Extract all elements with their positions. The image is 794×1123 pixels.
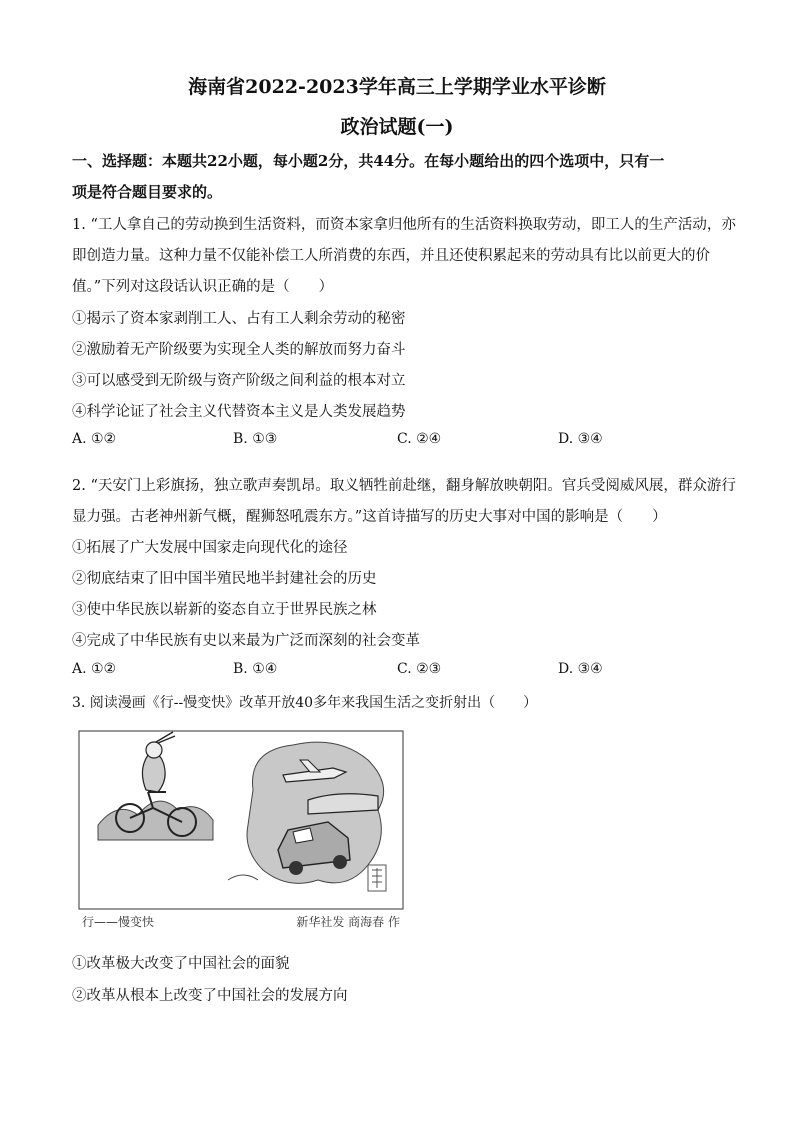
q2-stem-line2: 显力强。古老神州新气概，醒狮怒吼震东方。”这首诗描写的历史大事对中国的影响是（ ） (72, 509, 667, 525)
cartoon-caption-right: 新华社发 商海春 作 (296, 915, 400, 929)
q2-option-c: C. ②③ (397, 661, 442, 677)
cartoon-image (78, 730, 404, 930)
exam-title: 海南省2022-2023学年高三上学期学业水平诊断 (188, 76, 606, 98)
q1-statement-3: ③可以感受到无阶级与资产阶级之间利益的根本对立 (72, 373, 406, 389)
q1-option-a: A. ①② (72, 431, 117, 447)
q3-statement-2: ②改革从根本上改变了中国社会的发展方向 (72, 988, 348, 1004)
q1-stem-line2: 即创造力量。这种力量不仅能补偿工人所消费的东西，并且还使积累起来的劳动具有比以前更大的价 (72, 248, 710, 264)
q1-option-d: D. ③④ (558, 431, 603, 447)
q1-statement-4: ④科学论证了社会主义代替资本主义是人类发展趋势 (72, 404, 406, 420)
section-heading-line2: 项是符合题目要求的。 (72, 183, 223, 201)
q3-statement-1: ①改革极大改变了中国社会的面貌 (72, 956, 290, 972)
q3-stem: 3. 阅读漫画《行--慢变快》改革开放40多年来我国生活之变折射出（ ） (72, 695, 538, 711)
q1-statement-2: ②激励着无产阶级要为实现全人类的解放而努力奋斗 (72, 342, 406, 358)
q2-statement-4: ④完成了中华民族有史以来最为广泛而深刻的社会变革 (72, 633, 420, 649)
q1-stem-line3: 值。”下列对这段话认识正确的是（ ） (72, 279, 334, 295)
q2-option-a: A. ①② (72, 661, 117, 677)
exam-subtitle: 政治试题(一) (340, 116, 454, 138)
q2-option-b: B. ①④ (233, 661, 278, 677)
cartoon-caption-left: 行——慢变快 (82, 915, 155, 929)
q2-statement-3: ③使中华民族以崭新的姿态自立于世界民族之林 (72, 602, 377, 618)
q2-statement-2: ②彻底结束了旧中国半殖民地半封建社会的历史 (72, 571, 377, 587)
q1-statement-1: ①揭示了资本家剥削工人、占有工人剩余劳动的秘密 (72, 311, 406, 327)
q2-statement-1: ①拓展了广大发展中国家走向现代化的途径 (72, 540, 348, 556)
q2-stem-line1: 2. “天安门上彩旗扬，独立歌声奏凯昂。取义牺牲前赴继，翻身解放映朝阳。官兵受阅威风展，群众游行 (72, 478, 736, 494)
q2-option-d: D. ③④ (558, 661, 603, 677)
section-heading-line1: 一、选择题：本题共22小题，每小题2分，共44分。在每小题给出的四个选项中，只有一 (72, 152, 665, 170)
q1-option-b: B. ①③ (233, 431, 278, 447)
q1-stem-line1: 1. “工人拿自己的劳动换到生活资料，而资本家拿归他所有的生活资料换取劳动，即工人的生产活动，亦 (72, 217, 736, 233)
q1-option-c: C. ②④ (397, 431, 442, 447)
